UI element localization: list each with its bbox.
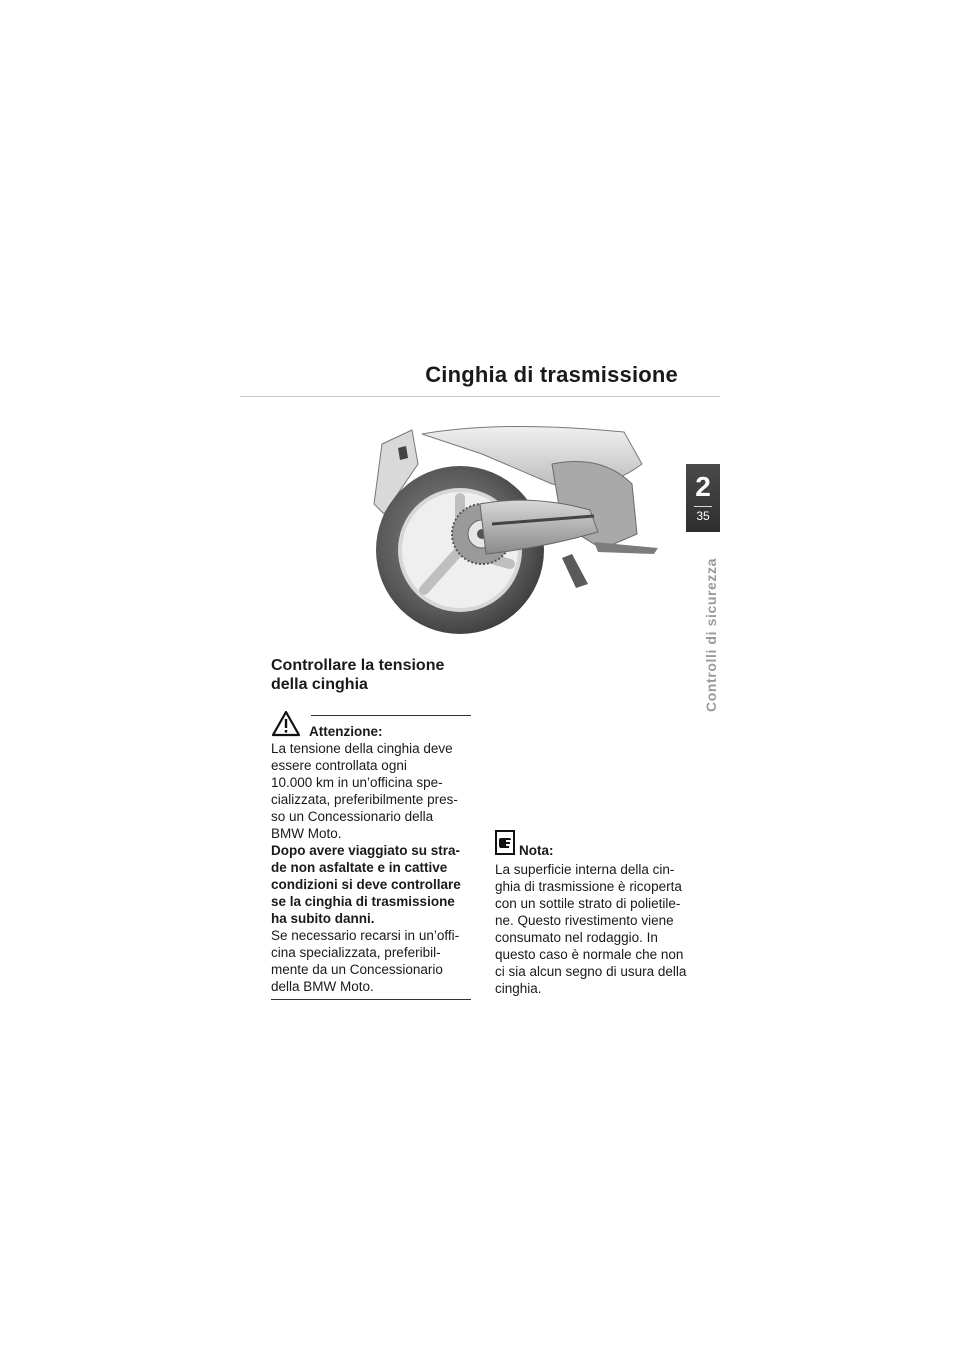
section-check-belt-tension <box>271 656 471 694</box>
chapter-tab-divider <box>694 506 712 507</box>
section-heading-line2: della cinghia <box>271 676 368 693</box>
text-line: Dopo avere viaggiato su stra- <box>271 843 461 858</box>
text-line: cina specializzata, preferibil- <box>271 945 441 960</box>
text-line: cinghia. <box>495 981 542 996</box>
text-line: ne. Questo rivestimento viene <box>495 913 674 928</box>
text-line: Se necessario recarsi in un’offi- <box>271 928 460 943</box>
page-title: Cinghia di trasmissione <box>425 362 678 387</box>
text-line: de non asfaltate e in cattive <box>271 860 448 875</box>
chapter-number: 2 <box>695 471 711 502</box>
text-line: condizioni si deve controllare <box>271 877 461 892</box>
page-number: 35 <box>696 509 710 523</box>
section-heading-line1: Controllare la tensione <box>271 657 445 674</box>
warning-paragraph-1 <box>271 740 471 842</box>
text-line: con un sottile strato di polietile- <box>495 896 681 911</box>
chapter-tab <box>686 464 720 532</box>
warning-bottom-rule <box>271 999 471 1000</box>
text-line: della BMW Moto. <box>271 979 374 994</box>
note-paragraph <box>495 861 695 997</box>
section-heading <box>271 656 471 694</box>
text-line: La tensione della cinghia deve <box>271 741 453 756</box>
text-line: ha subito danni. <box>271 911 375 926</box>
warning-paragraph-3 <box>271 927 471 995</box>
text-line: mente da un Concessionario <box>271 962 443 977</box>
text-line: ci sia alcun segno di usura della <box>495 964 687 979</box>
warning-title: Attenzione: <box>309 724 383 739</box>
motorcycle-rear-wheel-illustration <box>362 424 662 646</box>
text-line: La superficie interna della cin- <box>495 862 675 877</box>
text-line: se la cinghia di trasmissione <box>271 894 455 909</box>
title-divider <box>240 396 720 397</box>
chapter-side-label: Controlli di sicurezza <box>703 558 719 712</box>
text-line: cializzata, preferibilmente pres- <box>271 792 458 807</box>
text-line: 10.000 km in un’officina spe- <box>271 775 443 790</box>
text-line: ghia di trasmissione è ricoperta <box>495 879 682 894</box>
text-line: essere controllata ogni <box>271 758 407 773</box>
warning-triangle-icon <box>271 710 301 737</box>
warning-paragraph-2 <box>271 842 471 927</box>
text-line: questo caso è normale che non <box>495 947 684 962</box>
note-hand-icon <box>495 830 515 855</box>
warning-body <box>271 740 471 995</box>
text-line: so un Concessionario della <box>271 809 434 824</box>
text-line: consumato nel rodaggio. In <box>495 930 658 945</box>
note-title: Nota: <box>519 843 554 858</box>
text-line: BMW Moto. <box>271 826 342 841</box>
note-body <box>495 861 695 997</box>
warning-top-rule <box>311 715 471 716</box>
